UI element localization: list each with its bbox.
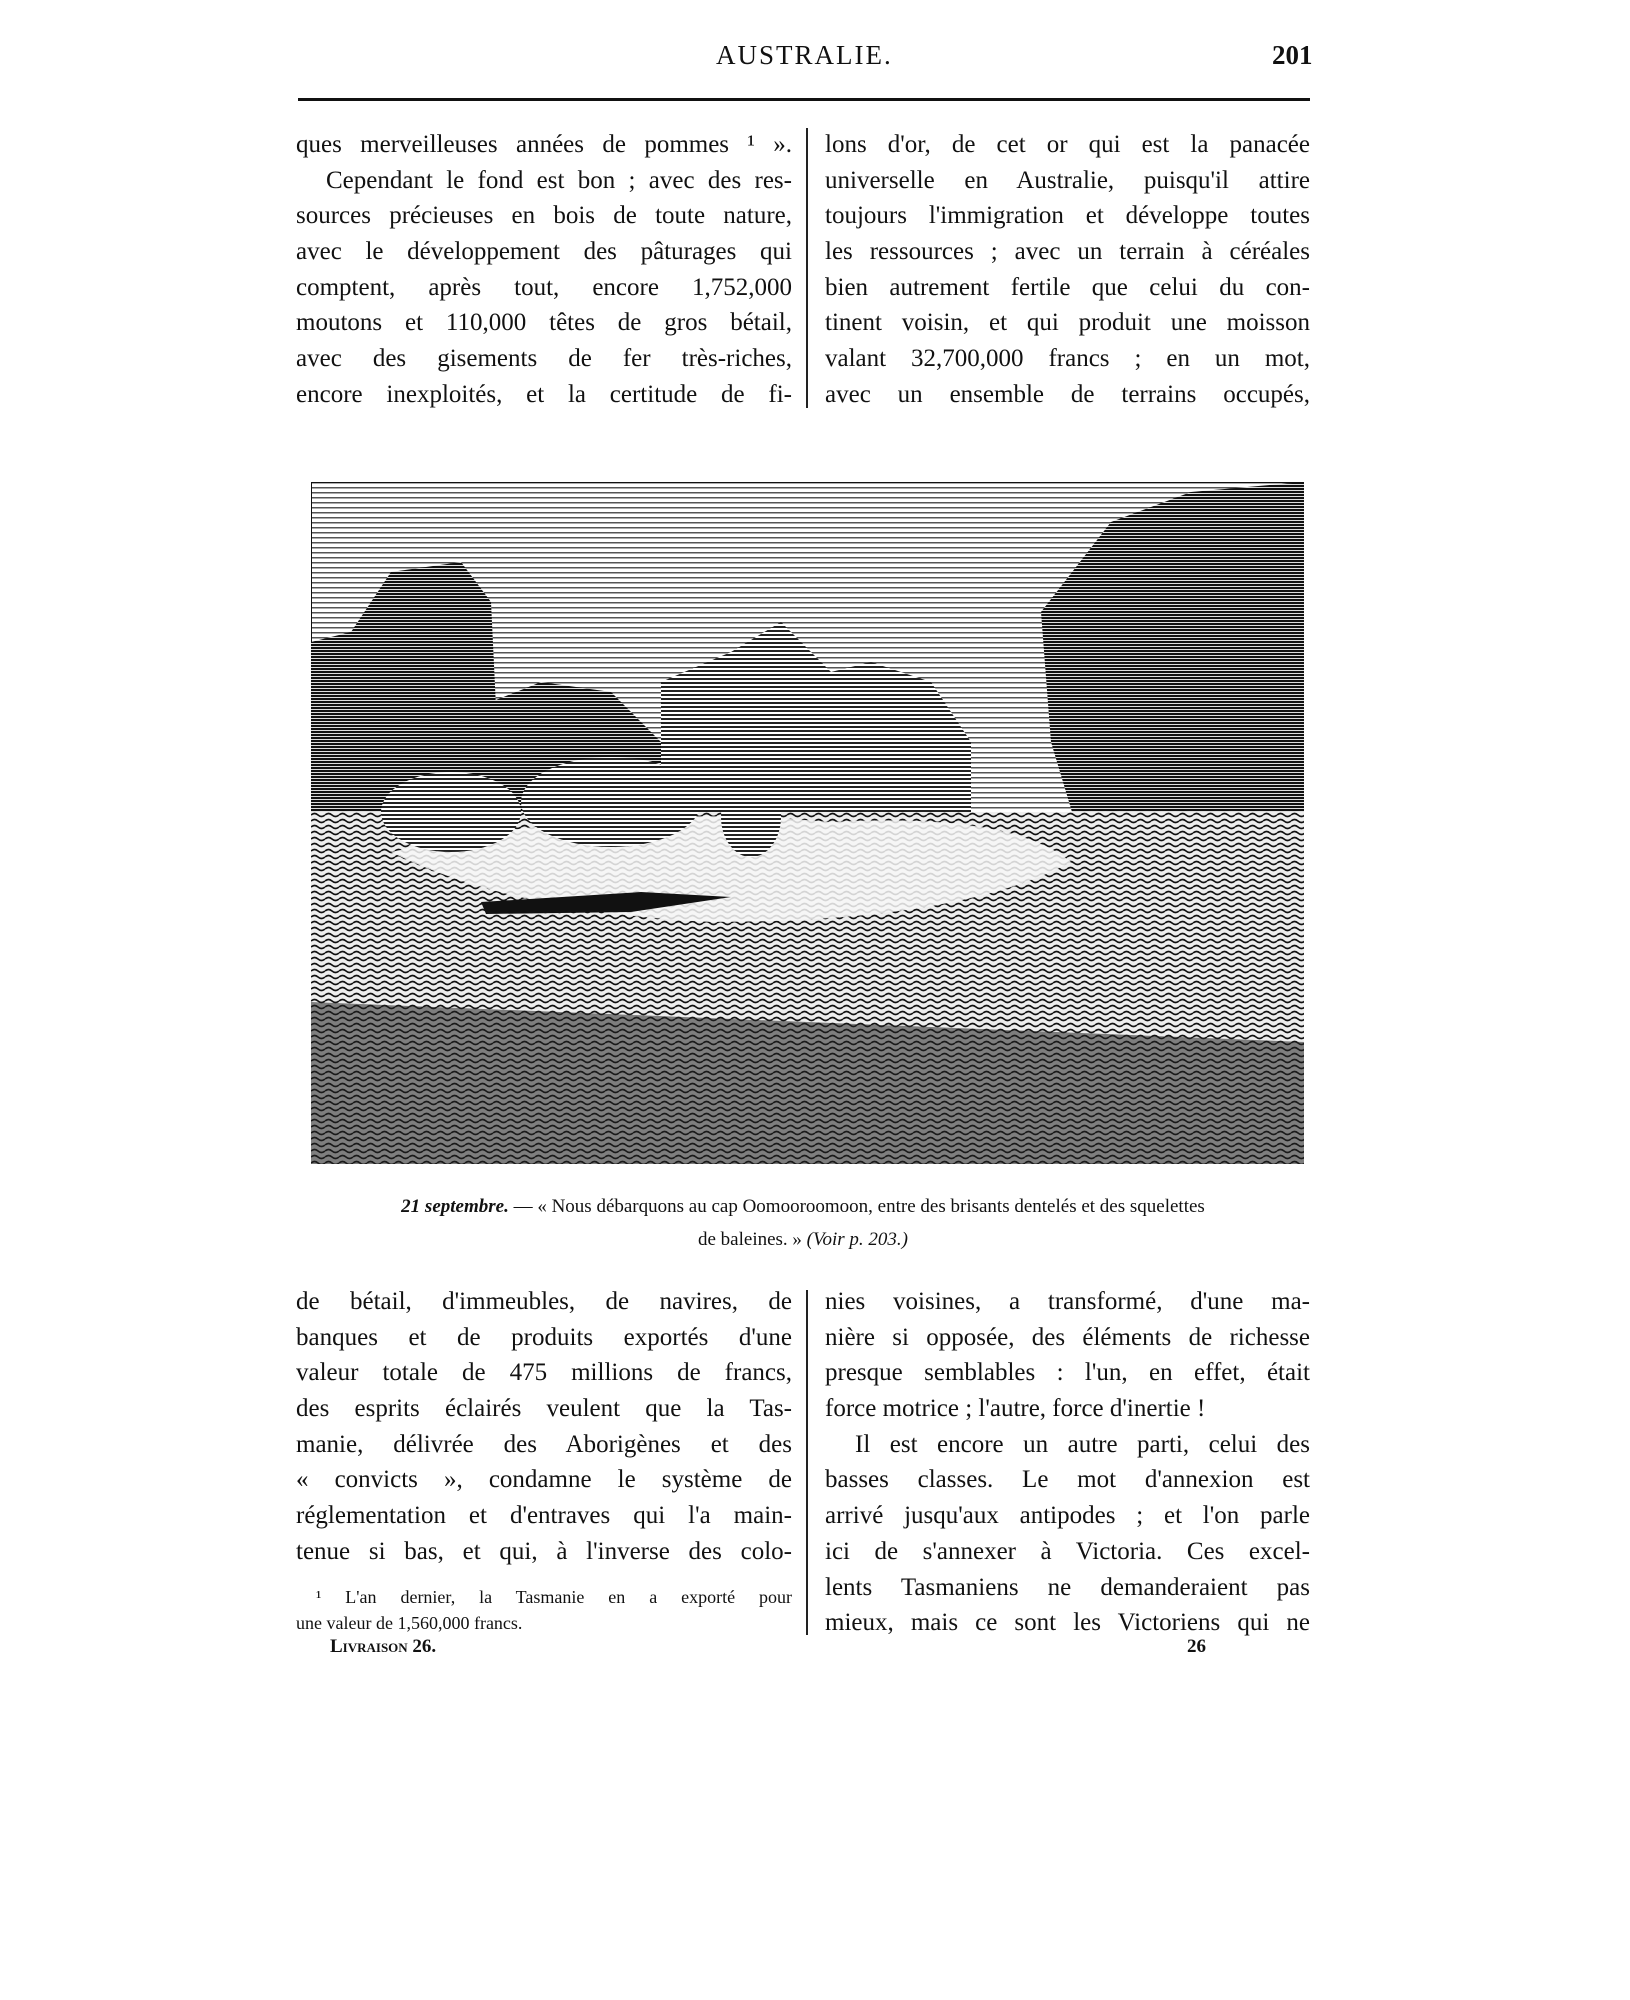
text-line: lons d'or, de cet or qui est la panacée xyxy=(825,131,1310,158)
caption-text: — « Nous débarquons au cap Oomooroomoon, entre des brisants dentelés et des squelettes xyxy=(508,1196,1205,1217)
text-line: Cependant le fond est bon ; avec des res- xyxy=(326,166,792,194)
text-line: réglementation et d'entraves qui l'a main- xyxy=(296,1502,792,1530)
text-line: mieux, mais ce sont les Victoriens qui ne xyxy=(825,1609,1310,1637)
caption-date: 21 septembre. xyxy=(401,1196,509,1217)
text-line: force motrice ; l'autre, force d'inertie ! xyxy=(825,1395,1206,1423)
bottom-left-column xyxy=(296,1284,792,1636)
text-line: Il est encore un autre parti, celui des xyxy=(855,1430,1310,1458)
text-line: encore inexploités, et la certitude de fi- xyxy=(296,380,792,408)
text-line: avec le développement des pâturages qui xyxy=(296,238,792,266)
text-line: nière si opposée, des éléments de richesse xyxy=(825,1323,1310,1351)
text-line: valeur totale de 475 millions de francs, xyxy=(296,1359,792,1387)
text-line: ici de s'annexer à Victoria. Ces excel- xyxy=(825,1537,1310,1565)
text-line: « convicts », condamne le système de xyxy=(296,1466,792,1494)
text-line: presque semblables : l'un, en effet, était xyxy=(825,1359,1310,1387)
text-line: ques merveilleuses années de pommes ¹ ». xyxy=(296,131,792,158)
text-line: de bétail, d'immeubles, de navires, de xyxy=(296,1288,792,1315)
text-line: sources précieuses en bois de toute nature, xyxy=(296,202,792,230)
text-line: moutons et 110,000 têtes de gros bétail, xyxy=(296,309,792,337)
top-right-column xyxy=(825,127,1310,413)
caption-text: de baleines. » xyxy=(697,1229,807,1250)
livraison-mark: Livraison 26. xyxy=(330,1636,437,1657)
running-head: AUSTRALIE. xyxy=(716,40,893,70)
text-line: banques et de produits exportés d'une xyxy=(296,1323,792,1351)
header-rule xyxy=(298,98,1310,101)
text-line: bien autrement fertile que celui du con- xyxy=(825,273,1310,301)
page-number: 201 xyxy=(1272,40,1313,70)
text-line: manie, délivrée des Aborigènes et des xyxy=(296,1430,792,1458)
bottom-right-column xyxy=(825,1284,1310,1641)
text-line: valant 32,700,000 francs ; en un mot, xyxy=(825,345,1310,373)
caption-reference: (Voir p. 203.) xyxy=(806,1229,908,1250)
text-line: toujours l'immigration et développe toutes xyxy=(825,202,1310,230)
text-line: arrivé jusqu'aux antipodes ; et l'on parle xyxy=(825,1502,1310,1530)
text-line: des esprits éclairés veulent que la Tas- xyxy=(296,1395,792,1423)
text-line: avec un ensemble de terrains occupés, xyxy=(825,380,1310,408)
text-line: universelle en Australie, puisqu'il attire xyxy=(825,166,1310,194)
footnote: ¹ L'an dernier, la Tasmanie en a exporté pour xyxy=(316,1586,792,1607)
signature-mark: 26 xyxy=(1187,1636,1206,1657)
top-left-column xyxy=(296,127,792,413)
text-line: avec des gisements de fer très-riches, xyxy=(296,345,792,373)
text-line: comptent, après tout, encore 1,752,000 xyxy=(296,273,792,301)
text-line: tinent voisin, et qui produit une moisson xyxy=(825,309,1310,337)
column-divider xyxy=(806,1290,808,1635)
text-line: basses classes. Le mot d'annexion est xyxy=(825,1466,1310,1494)
engraving-illustration xyxy=(311,482,1304,1164)
text-line: tenue si bas, et qui, à l'inverse des colo- xyxy=(296,1537,792,1565)
text-line: lents Tasmaniens ne demanderaient pas xyxy=(825,1573,1310,1601)
column-divider xyxy=(806,128,808,408)
text-line: les ressources ; avec un terrain à céréales xyxy=(825,238,1310,266)
footnote: une valeur de 1,560,000 francs. xyxy=(296,1612,523,1633)
figure-caption xyxy=(296,1190,1310,1256)
text-line: nies voisines, a transformé, d'une ma- xyxy=(825,1288,1310,1315)
